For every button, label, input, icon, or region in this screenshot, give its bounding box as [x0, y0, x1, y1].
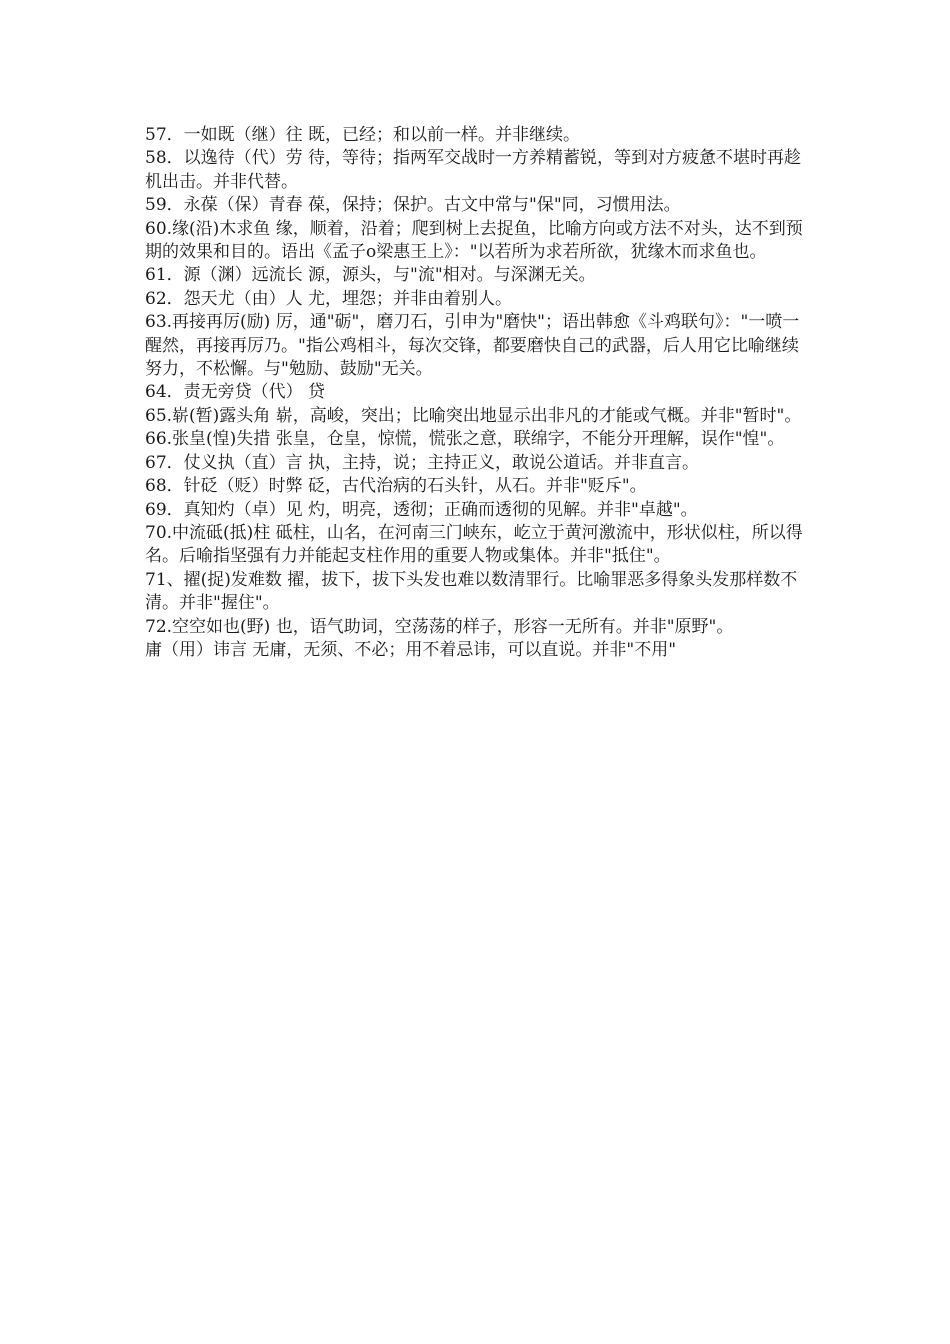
idiom-entry-69: 69．真知灼（卓）见 灼，明亮，透彻；正确而透彻的见解。并非"卓越"。: [145, 499, 698, 520]
idiom-entry-70: 70.中流砥(抵)柱 砥柱，山名，在河南三门峡东，屹立于黄河激流中，形状似柱，所以得名。后喻指坚强有力并能起支柱作用的重要人物或集体。并非"抵住"。: [145, 522, 803, 567]
idiom-entry-65: 65.崭(暂)露头角 崭，高峻，突出；比喻突出地显示出非凡的才能或气概。并非"暂时"。: [145, 405, 802, 426]
idiom-entry-71: 71、擢(捉)发难数 擢，拔下，拔下头发也难以数清罪行。比喻罪恶多得象头发那样数不清。并非"握住"。: [145, 569, 798, 614]
idiom-entry-59: 59．永葆（保）青春 葆，保持；保护。古文中常与"保"同，习惯用法。: [145, 195, 681, 216]
idiom-entry-61: 61．源（渊）远流长 源，源头，与"流"相对。与深渊无关。: [145, 265, 596, 286]
idiom-list: [145, 124, 813, 662]
idiom-entry-62: 62．怨天尤（由）人 尤，埋怨；并非由着别人。: [145, 288, 513, 309]
idiom-entry-57: 57．一如既（继）往 既，已经；和以前一样。并非继续。: [145, 125, 581, 145]
idiom-entry-73: 庸（用）讳言 无庸，无须、不必；用不着忌讳，可以直说。并非"不用": [145, 639, 677, 660]
idiom-entry-58: 58．以逸待（代）劳 待，等待；指两军交战时一方养精蓄锐，等到对方疲惫不堪时再趁机出击。并非代替。: [145, 148, 802, 192]
idiom-entry-66: 66.张皇(惶)失措 张皇，仓皇，惊慌，慌张之意，联绵字，不能分开理解，误作"惶"。: [145, 429, 785, 450]
idiom-entry-67: 67．仗义执（直）言 执，主持，说；主持正义，敢说公道话。并非直言。: [145, 452, 700, 473]
idiom-entry-68: 68．针砭（贬）时弊 砭，古代治病的石头针，从石。并非"贬斥"。: [145, 476, 647, 497]
idiom-entry-72: 72.空空如也(野) 也，语气助词，空荡荡的样子，形容一无所有。并非"原野"。: [145, 616, 734, 637]
idiom-entry-60: 60.缘(沿)木求鱼 缘，顺着，沿着；爬到树上去捉鱼，比喻方向或方法不对头，达不到预期的效果和目的。语出《孟子o梁惠王上》："以若所为求若所欲，犹缘木而求鱼也。: [145, 218, 803, 263]
idiom-entry-63: 63.再接再厉(励) 厉，通"砺"，磨刀石，引申为"磨快"；语出韩愈《斗鸡联句》："一喷一醒然，再接再厉乃。"指公鸡相斗，每次交锋，都要磨快自己的武器，后人用它比喻继续努力，不松懈。与"勉励、鼓励"无关。: [145, 312, 800, 380]
idiom-entry-64: 64．责无旁贷（代） 贷: [145, 382, 326, 403]
